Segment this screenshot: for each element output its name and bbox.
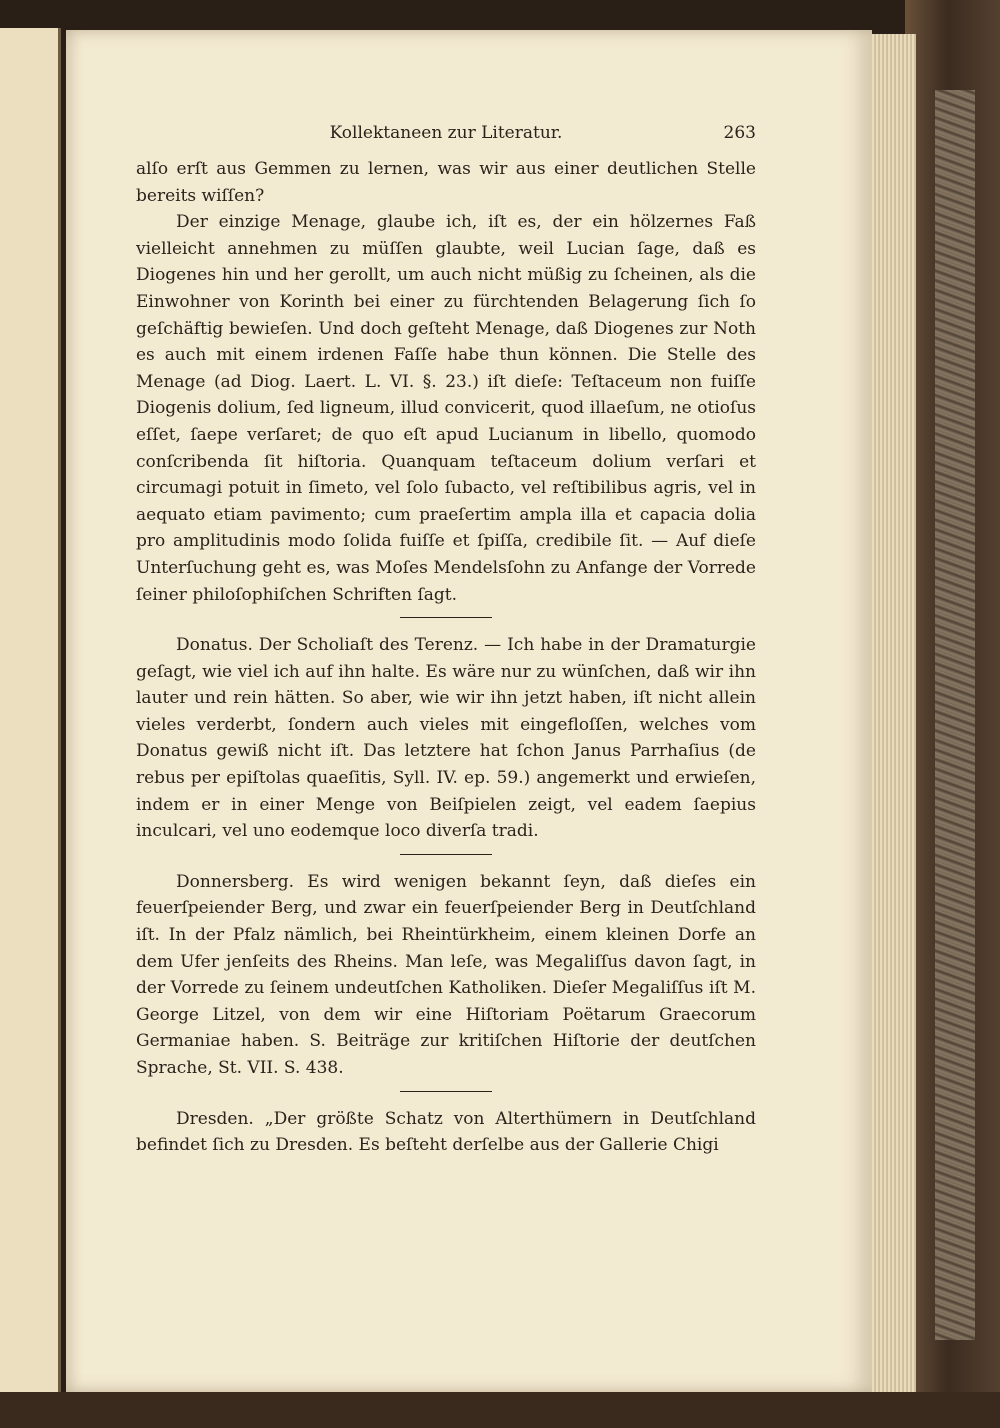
entry-donnersberg: Donnersberg. Es wird wenigen bekannt ſeyn, daß dieſes ein feuerſpeiender Berg, und zwar ein feuerſpeiender Berg in Deutſchland iſt. In der Pfalz nämlich, bei Rheintürkheim, einem kleinen Dorfe an dem Ufer jenſeits des Rheins. Man leſe, was Megaliſſus davon ſagt, in der Vorrede zu ſeinem undeutſchen Katholiken. Dieſer Megaliſſus iſt M. George Litzel, von dem wir eine Hiſtoriam Poëtarum Graecorum Germaniae haben. S. Beiträge zur kritiſchen Hiſtorie der deutſchen Sprache, St. VII. S. 438. [136,871,756,1078]
facing-page-edge [0,28,61,1398]
entry-donatus: Donatus. Der Scholiaſt des Terenz. — Ich habe in der Dramaturgie geſagt, wie viel ich auf ihn halte. Es wäre nur zu wünſchen, daß wir ihn lauter und rein hätten. So aber, wie wir ihn jetzt haben, iſt nicht allein vieles verderbt, ſondern auch vieles mit eingefloſſen, welches vom Donatus gewiß nicht iſt. Das letztere hat ſchon Janus Parrhaſius (de rebus per epiſtolas quaeſitis, Syll. IV. ep. 59.) angemerkt und erwieſen, indem er in einer Menge von Beiſpielen zeigt, vel eadem ſaepius inculcari, vel uno eodemque loco diverſa tradi. [136,635,756,842]
section-divider [400,854,492,855]
page-number: 263 [723,123,756,143]
section-divider [400,617,492,618]
paragraph-continued: alſo erſt aus Gemmen zu lernen, was wir aus einer deutlichen Stelle bereits wiſſen? [136,159,756,206]
book-page [66,30,872,1392]
running-head [136,120,756,154]
page-block-edges [868,34,916,1394]
entry-dresden: Dresden. „Der größte Schatz von Alterthümern in Deutſchland befindet ſich zu Dresden. Es beſteht derſelbe aus der Gallerie Chigi [136,1108,756,1156]
running-title: Kollektaneen zur Literatur. [329,123,563,143]
section-divider [400,1091,492,1092]
text-block [136,120,756,1159]
marbled-cover-edge [935,90,975,1340]
book-cover-bottom [0,1392,1000,1428]
paragraph-menage: Der einzige Menage, glaube ich, iſt es, der ein hölzernes Faß vielleicht annehmen zu müſſen glaubte, weil Lucian ſage, daß es Diogenes hin und her gerollt, um auch nicht müßig zu ſcheinen, als die Einwohner von Korinth bei einer zu fürchtenden Belagerung ſich ſo geſchäftig bewieſen. Und doch geſteht Menage, daß Diogenes zur Noth es auch mit einem irdenen Faſſe habe thun können. Die Stelle des Menage (ad Diog. Laert. L. VI. §. 23.) iſt dieſe: Teſtaceum non fuiſſe Diogenis dolium, ſed ligneum, illud convicerit, quod illaeſum, ne otioſus eſſet, ſaepe verſaret; de quo eſt apud Lucianum in libello, quomodo conſcribenda ſit hiſtoria. Quanquam teſtaceum dolium verſari et circumagi potuit in ſimeto, vel ſolo ſubacto, vel reſtibilibus agris, vel in aequato etiam pavimento; cum praeſertim ampla illa et capacia dolia pro amplitudinis modo ſolida fuiſſe et ſpiſſa, credibile ſit. — Auf dieſe Unterſuchung geht es, was Moſes Mendelsſohn zu Anfange der Vorrede ſeiner philoſophiſchen Schriften ſagt. [136,212,756,605]
